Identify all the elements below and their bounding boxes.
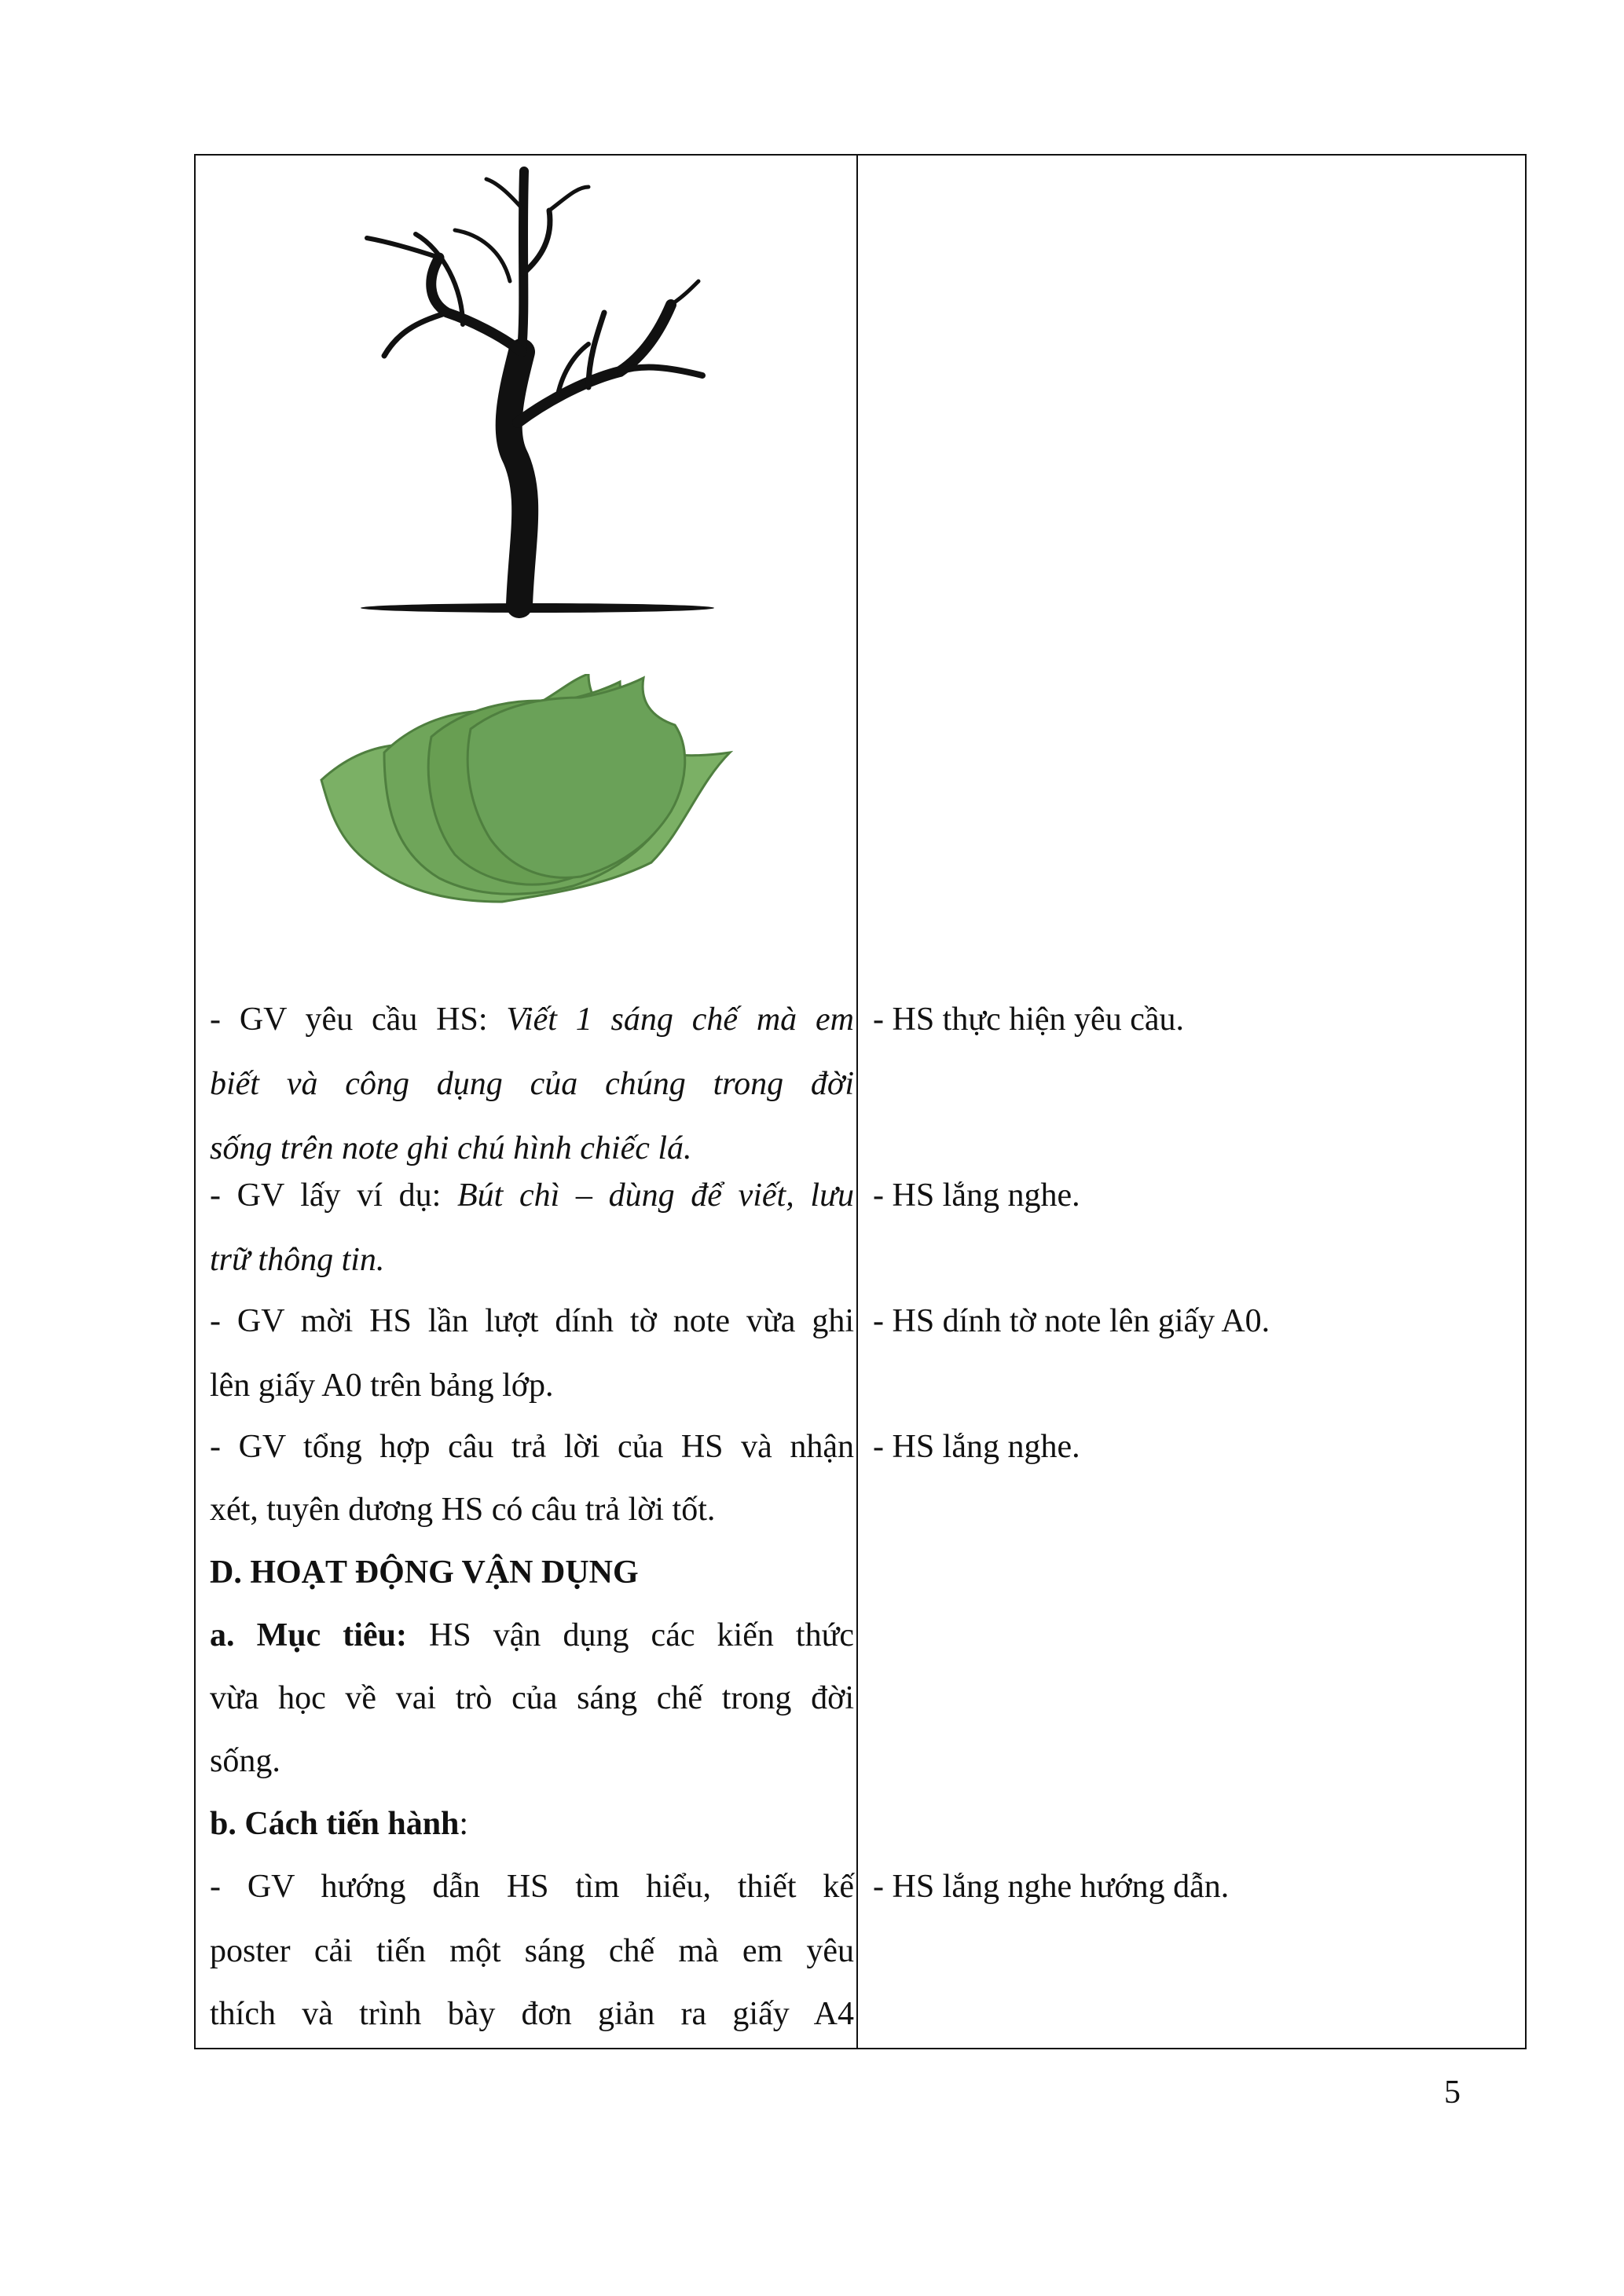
example-text: - GV lấy ví dụ:	[210, 1177, 457, 1214]
left-line-1	[210, 998, 854, 1042]
left-line-14	[210, 1802, 854, 1846]
left-line-13	[210, 1739, 854, 1783]
example-italic: Bút chì – dùng để viết, lưu	[456, 1177, 854, 1214]
instruction-text: lên giấy A0 trên bảng lớp.	[210, 1368, 554, 1404]
left-line-4	[210, 1174, 854, 1218]
objective-text: vừa học về vai trò của sáng chế trong đời	[210, 1680, 854, 1716]
left-line-15	[210, 1865, 854, 1909]
student-response-4: - HS lắng nghe.	[873, 1429, 1080, 1465]
section-heading	[210, 1551, 854, 1595]
instruction-text: poster cải tiến một sáng chế mà em yêu	[210, 1933, 854, 1969]
page-number: 5	[1444, 2074, 1461, 2111]
objective-label: a. Mục tiêu:	[210, 1617, 407, 1653]
instruction-text: - GV yêu cầu HS:	[210, 1002, 507, 1038]
left-line-9	[210, 1488, 854, 1532]
student-response-1: - HS thực hiện yêu cầu.	[873, 1002, 1184, 1038]
left-line-16	[210, 1929, 854, 1973]
left-line-2	[210, 1062, 854, 1106]
student-response-2: - HS lắng nghe.	[873, 1177, 1080, 1214]
instruction-text: - GV hướng dẫn HS tìm hiểu, thiết kế	[210, 1869, 854, 1905]
objective-text: sống.	[210, 1743, 280, 1779]
left-line-3	[210, 1126, 854, 1170]
section-heading-text: D. HOẠT ĐỘNG VẬN DỤNG	[210, 1554, 639, 1591]
column-divider	[856, 156, 858, 2048]
instruction-text: - GV tổng hợp câu trả lời của HS và nhận	[210, 1429, 854, 1465]
instruction-text: - GV mời HS lần lượt dính tờ note vừa ghi	[210, 1303, 854, 1339]
left-line-8	[210, 1425, 854, 1469]
left-line-12	[210, 1676, 854, 1720]
instruction-italic: biết và công dụng của chúng trong đời	[210, 1066, 854, 1102]
example-italic: trữ thông tin.	[210, 1242, 385, 1278]
left-line-11	[210, 1613, 854, 1657]
procedure-colon: :	[459, 1806, 469, 1842]
left-line-17	[210, 1992, 854, 2036]
left-line-6	[210, 1299, 854, 1343]
student-response-5: - HS lắng nghe hướng dẫn.	[873, 1869, 1230, 1905]
instruction-text: thích và trình bày đơn giản ra giấy A4	[210, 1996, 854, 2032]
objective-text: HS vận dụng các kiến thức	[406, 1617, 854, 1653]
lesson-table	[194, 154, 1527, 2049]
student-response-3: - HS dính tờ note lên giấy A0.	[873, 1303, 1270, 1339]
left-line-7	[210, 1364, 854, 1408]
left-line-5	[210, 1238, 854, 1282]
instruction-text: xét, tuyên dương HS có câu trả lời tốt.	[210, 1492, 716, 1528]
instruction-italic: Viết 1 sáng chế mà em	[506, 1002, 854, 1038]
instruction-italic: sống trên note ghi chú hình chiếc lá.	[210, 1130, 692, 1166]
leaf-note-icon	[306, 674, 746, 910]
tree-silhouette-icon	[353, 163, 722, 619]
procedure-label: b. Cách tiến hành	[210, 1806, 460, 1842]
